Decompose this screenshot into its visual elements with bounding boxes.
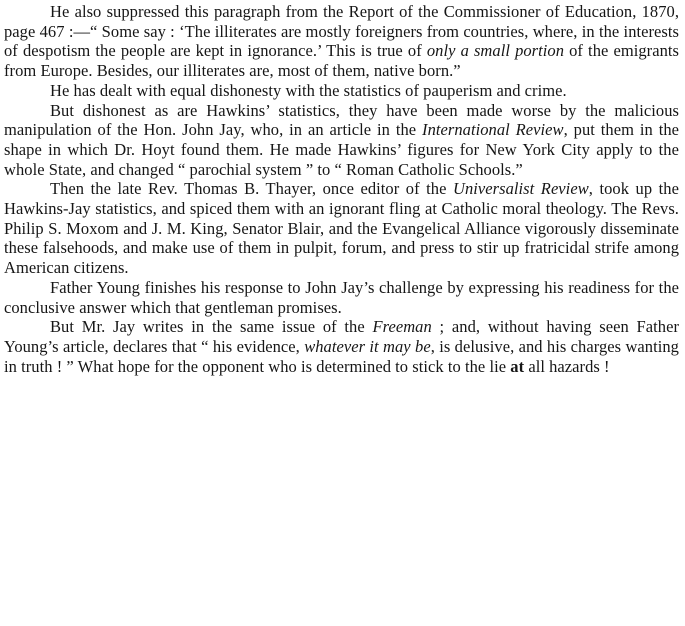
text-run: He also suppressed this paragraph from the Report of the Commissioner of Education, 1870, page 467 :—“ Some say : ‘The illiterates are mostly foreigners from countries, where, in the interests of despotism the people are kept in ignorance.’ This is true of [4,2,679,61]
paragraph-father-young [4,278,679,317]
text-run: , is delusive, and his charges wanting in truth ! ” What hope for the opponent who is determined to stick to the lie [4,336,679,376]
text-run: ; and, without having seen Father Young’s article, declares that “ his evidence, [4,317,679,356]
italic-phrase: Freeman [372,317,432,337]
text-run: Father Young finishes his response to John Jay’s challenge by expressing his readiness for the conclusive answer which that gentleman promises. [4,277,679,317]
italic-phrase: only a small portion [426,41,565,61]
paragraph-thayer [4,179,679,278]
text-run: of the emigrants from Europe. Besides, our illiterates are, most of them, native born.” [4,41,679,81]
bold-phrase: at [510,356,525,376]
paragraph-pauperism [4,81,679,101]
article-body [4,2,679,376]
text-run: , put them in the shape in which Dr. Hoyt found them. He made Hawkins’ figures for New York City apply to the whole State, and changed “ parochial system ” to “ Roman Catholic Schools.” [4,120,679,179]
paragraph-hawkins-statistics [4,101,679,180]
text-run: all hazards ! [524,356,610,376]
text-run: But Mr. Jay writes in the same issue of the [50,317,373,337]
text-run: Then the late Rev. Thomas B. Thayer, once editor of the [50,179,454,199]
paragraph-suppressed-report [4,2,679,81]
text-run: , took up the Hawkins-Jay statistics, and spiced them with an ignorant fling at Catholic moral theology. The Revs. Philip S. Moxom and J. M. King, Senator Blair, and the Evangelical Alliance vigorously disseminate these falsehoods, and make use of them in pulpit, forum, and press to stir up fratricidal strife among American citizens. [4,179,679,278]
text-run: He has dealt with equal dishonesty with the statistics of pauperism and crime. [50,80,567,100]
text-run: But dishonest as are Hawkins’ statistics, they have been made worse by the malicious manipulation of the Hon. John Jay, who, in an article in the [4,100,679,140]
italic-phrase: Universalist Review [453,179,589,199]
paragraph-mr-jay [4,317,679,376]
italic-phrase: International Review [422,120,564,140]
italic-phrase: whatever it may be [304,336,431,356]
